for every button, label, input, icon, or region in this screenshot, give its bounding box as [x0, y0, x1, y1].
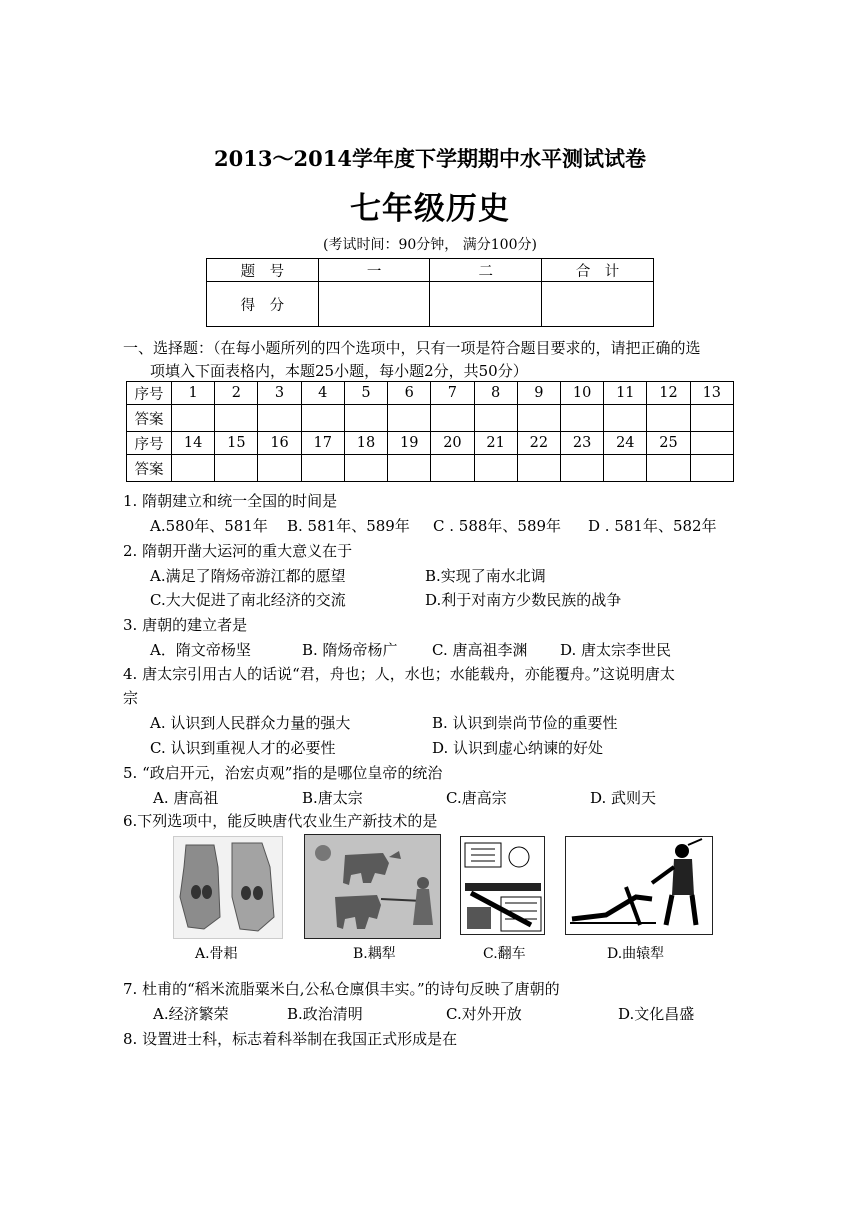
answer-cell[interactable]	[517, 405, 560, 432]
seq-number: 7	[431, 382, 474, 405]
q5-option-a: A. 唐高祖	[153, 789, 219, 807]
q5-option-b: B.唐太宗	[302, 789, 363, 807]
caption-c: C.翻车	[483, 946, 526, 962]
question-6: 6.下列选项中，能反映唐代农业生产新技术的是	[123, 812, 438, 830]
seq-number: 24	[604, 432, 647, 455]
exam-title: 2013～2014学年度下学期期中水平测试试卷	[214, 146, 646, 171]
seq-number: 20	[431, 432, 474, 455]
q3-option-d: D. 唐太宗李世民	[560, 641, 672, 659]
q7-option-b: B.政治清明	[287, 1005, 363, 1023]
question-4: 4. 唐太宗引用古人的话说“君，舟也；人，水也；水能载舟，亦能覆舟。”这说明唐太	[123, 665, 675, 683]
answer-cell[interactable]	[344, 405, 387, 432]
q4-option-b: B. 认识到崇尚节俭的重要性	[432, 714, 618, 732]
seq-number: 22	[517, 432, 560, 455]
question-4-cont: 宗	[123, 689, 139, 707]
q7-option-d: D.文化昌盛	[618, 1005, 695, 1023]
caption-b: B.耦犁	[353, 946, 396, 962]
answer-cell[interactable]	[690, 455, 733, 482]
answer-cell[interactable]	[604, 405, 647, 432]
seq-number: 3	[258, 382, 301, 405]
seq-number: 23	[560, 432, 603, 455]
q1-option-a: A.580年、581年	[150, 517, 268, 535]
answer-cell[interactable]	[690, 405, 733, 432]
q4-option-a: A. 认识到人民群众力量的强大	[150, 714, 351, 732]
seq-number	[690, 432, 733, 455]
answer-cell[interactable]	[258, 405, 301, 432]
score-row-label: 得 分	[207, 282, 319, 327]
question-2: 2. 隋朝开凿大运河的重大意义在于	[123, 542, 353, 560]
q4-option-c: C. 认识到重视人才的必要性	[150, 739, 336, 757]
seq-label: 序号	[127, 432, 172, 455]
q3-option-a: A．隋文帝杨坚	[150, 641, 251, 659]
answer-cell[interactable]	[647, 455, 690, 482]
score-cell[interactable]	[542, 282, 654, 327]
seq-number: 2	[215, 382, 258, 405]
seq-number: 25	[647, 432, 690, 455]
question-8: 8. 设置进士科，标志着科举制在我国正式形成是在	[123, 1030, 458, 1048]
seq-number: 14	[172, 432, 215, 455]
bone-spade-image	[173, 836, 283, 939]
seq-number: 9	[517, 382, 560, 405]
q3-option-c: C. 唐高祖李渊	[432, 641, 528, 659]
answer-cell[interactable]	[388, 405, 431, 432]
seq-number: 13	[690, 382, 733, 405]
score-header-label: 题 号	[207, 259, 319, 282]
ans-label: 答案	[127, 455, 172, 482]
q1-option-b: B. 581年、589年	[287, 517, 410, 535]
exam-info: (考试时间：90分钟， 满分100分)	[323, 237, 537, 253]
seq-number: 4	[301, 382, 344, 405]
seq-number: 11	[604, 382, 647, 405]
answer-cell[interactable]	[474, 405, 517, 432]
caption-a: A.骨耜	[195, 946, 238, 962]
score-header-part2: 二	[430, 259, 542, 282]
q2-option-b: B.实现了南水北调	[425, 567, 546, 585]
seq-number: 16	[258, 432, 301, 455]
answer-cell[interactable]	[301, 455, 344, 482]
ans-label: 答案	[127, 405, 172, 432]
q7-option-a: A.经济繁荣	[153, 1005, 229, 1023]
q7-option-c: C.对外开放	[446, 1005, 522, 1023]
answer-cell[interactable]	[474, 455, 517, 482]
score-header-total: 合 计	[542, 259, 654, 282]
question-3: 3. 唐朝的建立者是	[123, 616, 248, 634]
q3-option-b: B. 隋炀帝杨广	[302, 641, 398, 659]
seq-number: 1	[172, 382, 215, 405]
question-5: 5. “政启开元，治宏贞观”指的是哪位皇帝的统治	[123, 764, 443, 782]
water-wheel-image	[460, 836, 545, 935]
ox-plow-relief-image	[304, 834, 441, 939]
answer-cell[interactable]	[388, 455, 431, 482]
answer-cell[interactable]	[172, 455, 215, 482]
answer-cell[interactable]	[431, 455, 474, 482]
q2-option-c: C.大大促进了南北经济的交流	[150, 591, 346, 609]
score-table	[206, 258, 654, 327]
seq-number: 15	[215, 432, 258, 455]
answer-cell[interactable]	[215, 405, 258, 432]
q4-option-d: D. 认识到虚心纳谏的好处	[432, 739, 604, 757]
q2-option-d: D.利于对南方少数民族的战争	[425, 591, 622, 609]
question-1: 1. 隋朝建立和统一全国的时间是	[123, 492, 338, 510]
answer-cell[interactable]	[647, 405, 690, 432]
subject-title: 七年级历史	[350, 191, 510, 227]
answer-cell[interactable]	[344, 455, 387, 482]
q1-option-c: C . 588年、589年	[433, 517, 562, 535]
answer-cell[interactable]	[560, 455, 603, 482]
seq-number: 8	[474, 382, 517, 405]
answer-cell[interactable]	[301, 405, 344, 432]
curved-plow-image	[565, 836, 713, 935]
answer-cell[interactable]	[560, 405, 603, 432]
answer-table	[126, 381, 734, 482]
seq-number: 21	[474, 432, 517, 455]
score-cell[interactable]	[430, 282, 542, 327]
answer-cell[interactable]	[215, 455, 258, 482]
score-header-part1: 一	[318, 259, 430, 282]
answer-cell[interactable]	[172, 405, 215, 432]
question-7: 7. 杜甫的“稻米流脂粟米白,公私仓廪俱丰实。”的诗句反映了唐朝的	[123, 980, 560, 998]
q5-option-d: D. 武则天	[590, 789, 657, 807]
answer-cell[interactable]	[604, 455, 647, 482]
seq-number: 6	[388, 382, 431, 405]
section-heading: 一、选择题：（在每小题所列的四个选项中，只有一项是符合题目要求的，请把正确的选	[123, 339, 701, 357]
seq-number: 18	[344, 432, 387, 455]
answer-cell[interactable]	[431, 405, 474, 432]
q5-option-c: C.唐高宗	[446, 789, 507, 807]
seq-label: 序号	[127, 382, 172, 405]
answer-cell[interactable]	[517, 455, 560, 482]
seq-number: 19	[388, 432, 431, 455]
seq-number: 5	[344, 382, 387, 405]
seq-number: 12	[647, 382, 690, 405]
seq-number: 17	[301, 432, 344, 455]
section-heading-cont: 项填入下面表格内，本题25小题，每小题2分，共50分）	[150, 362, 528, 380]
score-cell[interactable]	[318, 282, 430, 327]
q1-option-d: D . 581年、582年	[588, 517, 717, 535]
answer-cell[interactable]	[258, 455, 301, 482]
q2-option-a: A.满足了隋炀帝游江都的愿望	[150, 567, 346, 585]
caption-d: D.曲辕犁	[607, 946, 665, 962]
seq-number: 10	[560, 382, 603, 405]
